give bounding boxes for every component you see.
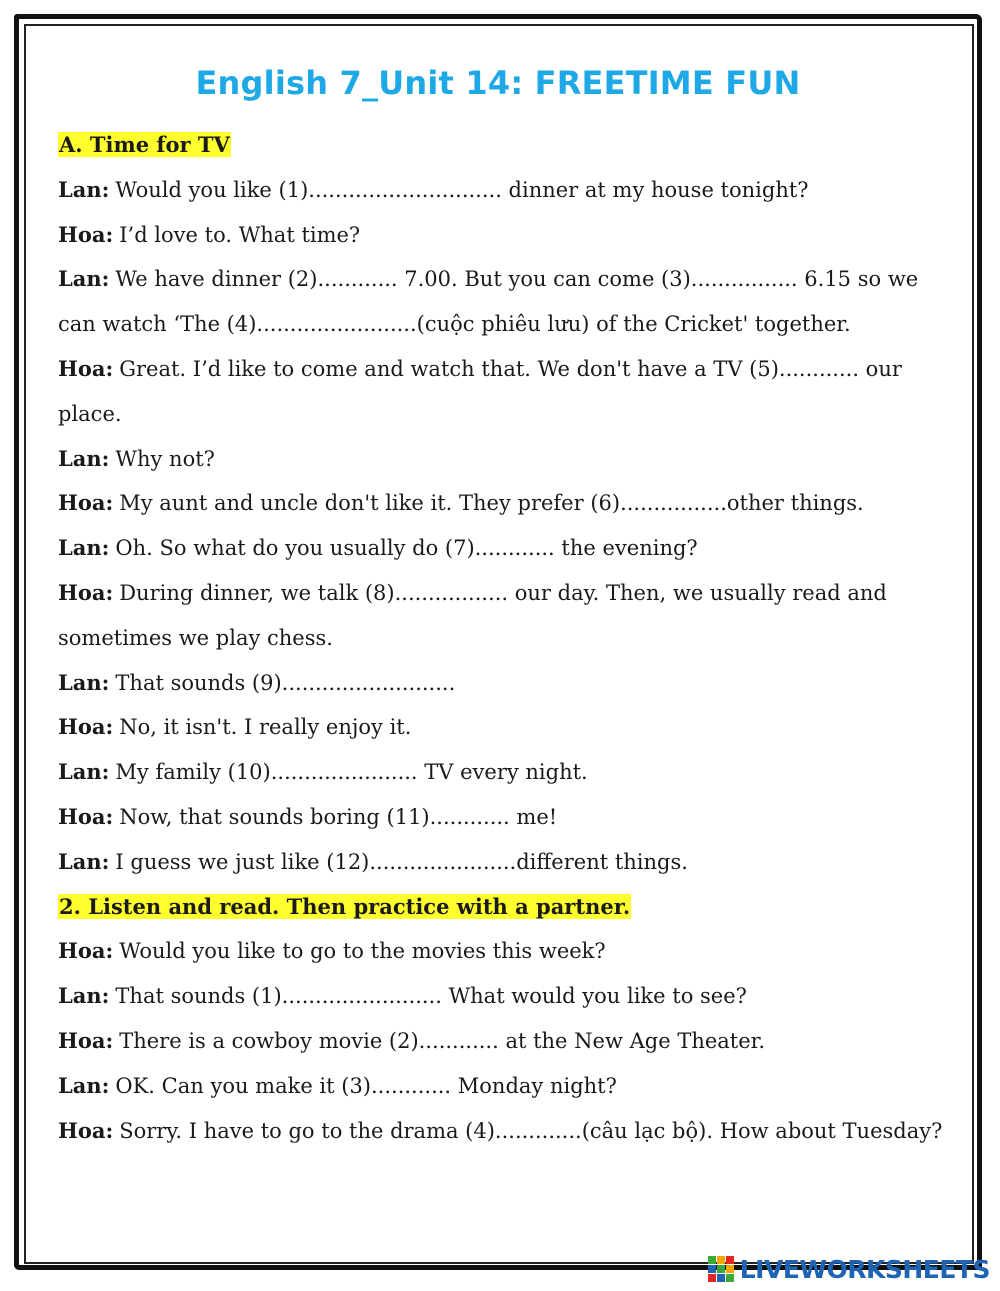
worksheet-title: English 7_Unit 14: FREETIME FUN <box>195 64 801 102</box>
dialogue-text: My family (10)...................... TV every night. <box>115 760 588 785</box>
dialogue-line <box>58 974 948 1019</box>
dialogue-text: Would you like to go to the movies this week? <box>119 939 606 964</box>
speaker-label: Hoa: <box>58 1027 114 1053</box>
logo-square <box>717 1265 725 1273</box>
speaker-label: Hoa: <box>58 938 114 964</box>
logo-square <box>726 1256 734 1264</box>
dialogue-line <box>58 481 948 526</box>
speaker-label: Lan: <box>58 759 110 785</box>
liveworksheets-brand[interactable]: LIVEWORKSHEETS <box>739 1254 990 1284</box>
dialogue-text: I guess we just like (12)......................different things. <box>115 849 688 874</box>
speaker-label: Lan: <box>58 669 110 695</box>
section-2-heading-text: 2. Listen and read. Then practice with a partner. <box>59 893 631 919</box>
dialogue-line <box>58 661 948 706</box>
dialogue-text: Great. I’d like to come and watch that. We don't have a TV (5)............ our place. <box>58 356 902 426</box>
worksheet-content <box>58 123 948 1153</box>
dialogue-text: Oh. So what do you usually do (7)............ the evening? <box>115 536 698 561</box>
dialogue-line <box>58 347 948 437</box>
dialogue-line <box>58 213 948 258</box>
logo-square <box>717 1256 725 1264</box>
logo-square <box>708 1265 716 1273</box>
dialogue-line <box>58 1019 948 1064</box>
speaker-label: Lan: <box>58 176 110 202</box>
dialogue-line <box>58 705 948 750</box>
dialogue-text: Would you like (1)............................. dinner at my house tonight? <box>115 177 809 202</box>
dialogue-line <box>58 1064 948 1109</box>
dialogue-text: During dinner, we talk (8)................. our day. Then, we usually read and sometimes we play chess. <box>58 580 887 650</box>
speaker-label: Hoa: <box>58 490 114 516</box>
section-a-heading-text: A. Time for TV <box>59 132 230 157</box>
logo-square <box>717 1274 725 1282</box>
liveworksheets-logo-icon <box>708 1256 736 1282</box>
dialogue-line <box>58 750 948 795</box>
dialogue-text: Why not? <box>115 446 215 471</box>
dialogue-text: I’d love to. What time? <box>119 222 361 247</box>
logo-square <box>726 1265 734 1273</box>
speaker-label: Lan: <box>58 983 110 1009</box>
speaker-label: Hoa: <box>58 803 114 829</box>
speaker-label: Hoa: <box>58 355 114 381</box>
dialogue-text: Sorry. I have to go to the drama (4).............(câu lạc bộ). How about Tuesday? <box>119 1118 943 1143</box>
dialogue-text: That sounds (9).......................... <box>115 670 456 695</box>
speaker-label: Hoa: <box>58 579 114 605</box>
logo-square <box>708 1256 716 1264</box>
speaker-label: Lan: <box>58 266 110 292</box>
liveworksheets-footer <box>708 1255 990 1283</box>
dialogue-line <box>58 1109 948 1154</box>
speaker-label: Hoa: <box>58 1117 114 1143</box>
logo-square <box>708 1274 716 1282</box>
dialogue-text: We have dinner (2)............ 7.00. But you can come (3)................ 6.15 so we can watch ‘The (4)........................(cuộc phiêu lưu) of the Cricket' together. <box>58 267 919 337</box>
dialogue-text: No, it isn't. I really enjoy it. <box>119 715 412 740</box>
speaker-label: Hoa: <box>58 221 114 247</box>
dialogue-text: That sounds (1)........................ What would you like to see? <box>115 984 747 1009</box>
dialogue-line <box>58 257 948 347</box>
dialogue-text: Now, that sounds boring (11)............ me! <box>119 804 558 829</box>
speaker-label: Lan: <box>58 445 110 471</box>
dialogue-line <box>58 437 948 482</box>
speaker-label: Lan: <box>58 848 110 874</box>
logo-square <box>726 1274 734 1282</box>
speaker-label: Lan: <box>58 1072 110 1098</box>
section-a-heading <box>58 123 948 168</box>
dialogue-text: OK. Can you make it (3)............ Monday night? <box>115 1073 617 1098</box>
section-2-heading <box>58 885 948 930</box>
speaker-label: Lan: <box>58 535 110 561</box>
dialogue-line <box>58 571 948 661</box>
dialogue-text: My aunt and uncle don't like it. They prefer (6)................other things. <box>119 491 864 516</box>
dialogue-line <box>58 526 948 571</box>
dialogue-text: There is a cowboy movie (2)............ at the New Age Theater. <box>119 1028 766 1053</box>
speaker-label: Hoa: <box>58 714 114 740</box>
dialogue-line <box>58 795 948 840</box>
dialogue-line <box>58 840 948 885</box>
dialogue-line <box>58 929 948 974</box>
dialogue-line <box>58 168 948 213</box>
